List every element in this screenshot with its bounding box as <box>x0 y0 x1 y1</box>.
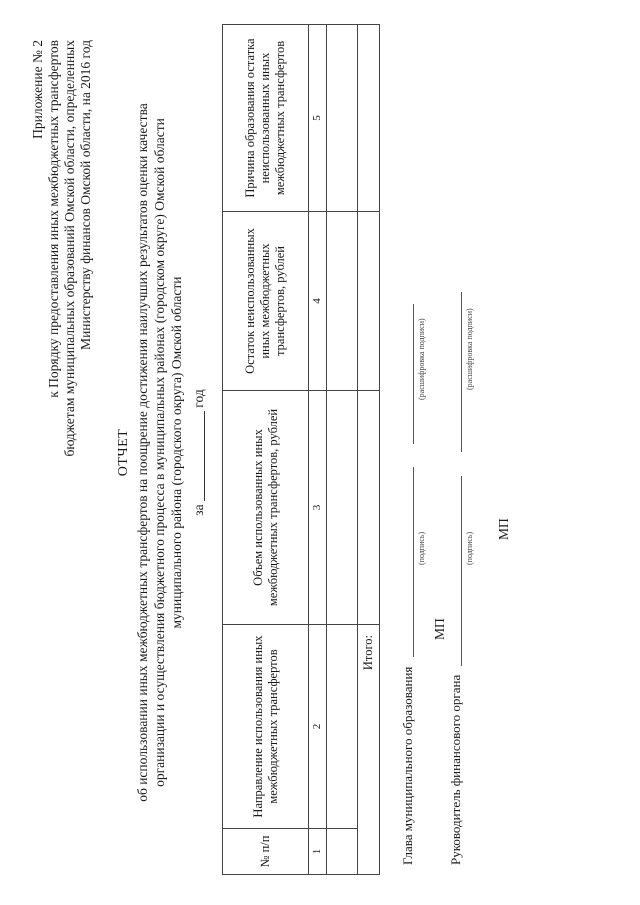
total-cell[interactable] <box>357 391 379 625</box>
report-subtitle-line: организации и осуществления бюджетного процесса в муниципальных районах (городском округе) Омской области <box>152 118 167 787</box>
report-title: ОТЧЕТ <box>116 428 131 477</box>
appendix-line: бюджетам муниципальных образований Омской области, определенных <box>62 40 77 457</box>
finance-signature-row <box>448 245 476 865</box>
signature-block <box>400 245 511 865</box>
report-subtitle-line <box>168 40 185 865</box>
finance-decode-caption: (расшифровка подписи) <box>465 308 474 390</box>
column-number-row <box>309 25 327 875</box>
column-number: 4 <box>309 212 327 391</box>
finance-sign-caption: (подпись) <box>465 531 474 565</box>
column-number: 1 <box>309 829 327 875</box>
total-label: Итого: <box>357 625 379 875</box>
header-remainder-reason: Причина образования остатка неиспользованных иных межбюджетных трансфертов <box>223 25 309 212</box>
total-cell[interactable] <box>357 212 379 391</box>
table-row <box>327 25 357 875</box>
table-cell[interactable] <box>327 625 357 829</box>
appendix-line: к Порядку предоставления иных межбюджетных трансфертов <box>46 40 61 398</box>
report-table <box>222 24 380 875</box>
appendix-line: Министерству финансов Омской области, на 2016 год <box>78 40 93 350</box>
report-subtitle-line-text: муниципального района (городского округа) Омской области <box>169 276 184 629</box>
period-suffix: год <box>191 389 206 408</box>
finance-signature-line[interactable] <box>461 476 462 666</box>
report-subtitle <box>134 40 185 865</box>
head-decode-caption: (расшифровка подписи) <box>417 318 426 400</box>
total-row <box>357 25 379 875</box>
report-period <box>191 0 207 905</box>
column-number: 5 <box>309 25 327 212</box>
appendix-line: Приложение № 2 <box>30 40 45 139</box>
report-subtitle-line: об использовании иных межбюджетных трансфертов на поощрение достижения наилучших результатов оценки качества <box>135 103 150 802</box>
head-signature-line[interactable] <box>413 467 414 657</box>
appendix-header <box>30 40 94 500</box>
head-sign-caption: (подпись) <box>417 531 426 565</box>
header-number: № п/п <box>223 829 309 875</box>
stamp-place-1: МП <box>432 618 447 640</box>
total-cell[interactable] <box>357 25 379 212</box>
table-cell[interactable] <box>327 212 357 391</box>
stamp-place-2: МП <box>496 518 511 540</box>
table-cell[interactable] <box>327 25 357 212</box>
finance-signature-label: Руководитель финансового органа <box>448 674 463 865</box>
header-used-amount: Объем использованных иных межбюджетных трансфертов, рублей <box>223 391 309 625</box>
head-signature-row <box>400 245 428 865</box>
period-year-blank <box>204 411 205 501</box>
head-signature-label: Глава муниципального образования <box>400 666 415 865</box>
column-number: 3 <box>309 391 327 625</box>
table-header-row <box>223 25 309 875</box>
period-prefix: за <box>191 504 206 516</box>
header-remaining-amount: Остаток неиспользованных иных межбюджетных трансфертов, рублей <box>223 212 309 391</box>
column-number: 2 <box>309 625 327 829</box>
table-cell[interactable] <box>327 391 357 625</box>
table-cell[interactable] <box>327 829 357 875</box>
finance-decode-line[interactable] <box>461 292 462 452</box>
head-decode-line[interactable] <box>413 304 414 444</box>
header-direction: Направление использования иных межбюджетных трансфертов <box>223 625 309 829</box>
